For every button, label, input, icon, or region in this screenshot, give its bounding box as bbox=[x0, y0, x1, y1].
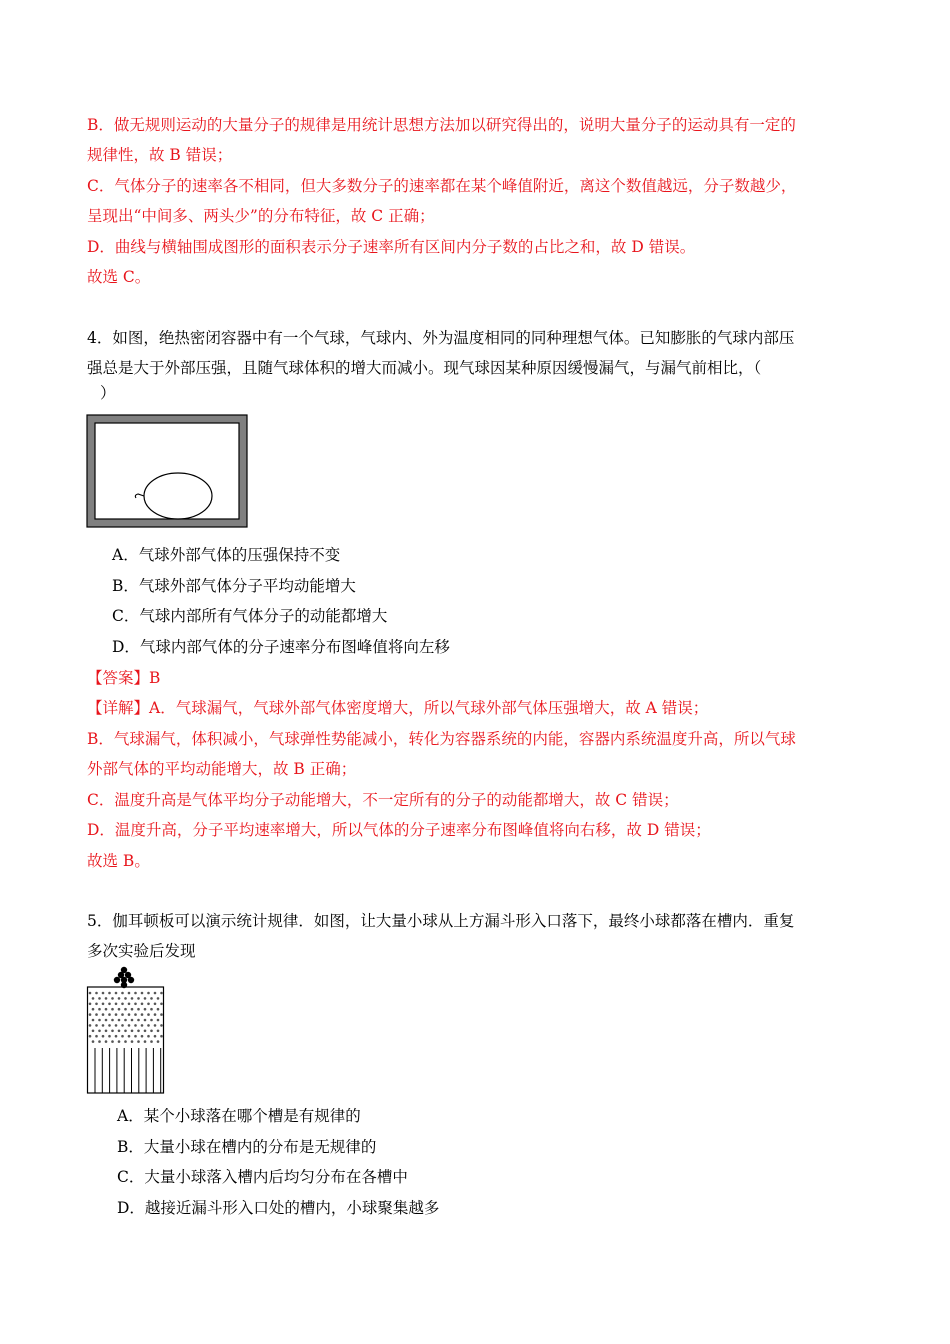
galton-peg bbox=[108, 1013, 111, 1016]
galton-peg bbox=[102, 992, 105, 995]
galton-peg bbox=[111, 1008, 114, 1011]
galton-peg bbox=[124, 997, 127, 1000]
q5-galton-board-figure bbox=[86, 966, 166, 1096]
galton-peg bbox=[160, 1035, 163, 1038]
galton-peg bbox=[128, 992, 131, 995]
galton-peg bbox=[108, 1003, 111, 1006]
galton-peg bbox=[108, 1035, 111, 1038]
q4-detail-b-line1: B．气球漏气，体积减小，气球弹性势能减小，转化为容器系统的内能，容器内系统温度升高，所以气球 bbox=[87, 730, 796, 748]
q5-option-d: D．越接近漏斗形入口处的槽内，小球聚集越多 bbox=[117, 1199, 440, 1217]
galton-peg bbox=[160, 1024, 163, 1027]
galton-funnel-ball bbox=[114, 977, 120, 983]
galton-peg bbox=[92, 1008, 95, 1011]
galton-peg bbox=[150, 1030, 153, 1033]
galton-peg bbox=[111, 1019, 114, 1022]
q5-stem-line2: 多次实验后发现 bbox=[87, 942, 196, 960]
galton-peg bbox=[150, 997, 153, 1000]
galton-peg bbox=[154, 1013, 157, 1016]
galton-peg bbox=[131, 1030, 134, 1033]
galton-peg bbox=[115, 1013, 118, 1016]
galton-peg bbox=[128, 1024, 131, 1027]
galton-funnel-ball bbox=[128, 977, 134, 983]
galton-peg bbox=[89, 992, 92, 995]
galton-peg bbox=[121, 992, 124, 995]
galton-peg bbox=[92, 997, 95, 1000]
galton-peg bbox=[137, 1008, 140, 1011]
galton-peg bbox=[144, 997, 147, 1000]
galton-peg bbox=[102, 1024, 105, 1027]
galton-peg bbox=[89, 1013, 92, 1016]
galton-peg bbox=[147, 1003, 150, 1006]
galton-peg bbox=[92, 1040, 95, 1043]
q4-conclusion: 故选 B。 bbox=[87, 852, 150, 870]
galton-peg bbox=[150, 1040, 153, 1043]
galton-peg bbox=[98, 1030, 101, 1033]
prev-explanation-conclusion: 故选 C。 bbox=[87, 268, 151, 286]
galton-peg bbox=[137, 997, 140, 1000]
galton-peg bbox=[157, 1008, 160, 1011]
q4-option-a: A．气球外部气体的压强保持不变 bbox=[112, 546, 341, 564]
galton-peg bbox=[154, 1003, 157, 1006]
q4-detail-d: D．温度升高，分子平均速率增大，所以气体的分子速率分布图峰值将向右移，故 D 错误； bbox=[87, 821, 711, 839]
galton-peg bbox=[98, 997, 101, 1000]
galton-funnel-ball bbox=[121, 967, 127, 973]
q4-option-c: C．气球内部所有气体分子的动能都增大 bbox=[112, 607, 388, 625]
prev-explanation-c-line2: 呈现出“中间多、两头少”的分布特征，故 C 正确； bbox=[87, 207, 435, 225]
galton-peg bbox=[134, 1013, 137, 1016]
galton-peg bbox=[115, 992, 118, 995]
galton-peg bbox=[89, 1003, 92, 1006]
prev-explanation-c-line1: C．气体分子的速率各不相同，但大多数分子的速率都在某个峰值附近，离这个数值越远，分子数越少， bbox=[87, 177, 797, 195]
galton-peg bbox=[89, 1035, 92, 1038]
galton-peg bbox=[144, 1008, 147, 1011]
galton-peg bbox=[131, 1040, 134, 1043]
galton-peg bbox=[141, 1013, 144, 1016]
q4-container-balloon-figure bbox=[86, 414, 248, 528]
galton-peg bbox=[141, 1024, 144, 1027]
q5-option-b: B．大量小球在槽内的分布是无规律的 bbox=[117, 1138, 377, 1156]
galton-peg bbox=[137, 1030, 140, 1033]
galton-peg bbox=[134, 1003, 137, 1006]
galton-peg bbox=[89, 1024, 92, 1027]
galton-peg bbox=[157, 997, 160, 1000]
galton-peg bbox=[154, 1035, 157, 1038]
q4-stem-line3: ） bbox=[100, 384, 116, 402]
q5-option-c: C．大量小球落入槽内后均匀分布在各槽中 bbox=[117, 1168, 408, 1186]
galton-peg bbox=[128, 1013, 131, 1016]
galton-peg bbox=[160, 1003, 163, 1006]
prev-explanation-b-line1: B．做无规则运动的大量分子的规律是用统计思想方法加以研究得出的，说明大量分子的运动具有一定的 bbox=[87, 116, 796, 134]
galton-peg bbox=[121, 1024, 124, 1027]
q4-stem-line1: 4．如图，绝热密闭容器中有一个气球，气球内、外为温度相同的同种理想气体。已知膨胀的气球内部压 bbox=[87, 329, 795, 347]
galton-peg bbox=[98, 1019, 101, 1022]
galton-peg bbox=[131, 1019, 134, 1022]
q4-detail-c: C．温度升高是气体平均分子动能增大，不一定所有的分子的动能都增大，故 C 错误； bbox=[87, 791, 679, 809]
galton-peg bbox=[115, 1035, 118, 1038]
galton-peg bbox=[124, 1019, 127, 1022]
galton-peg bbox=[118, 1040, 121, 1043]
galton-peg bbox=[157, 1030, 160, 1033]
galton-peg bbox=[124, 1008, 127, 1011]
q4-detail-a: 【详解】A．气球漏气，气球外部气体密度增大，所以气球外部气体压强增大，故 A 错误； bbox=[87, 699, 709, 717]
galton-peg bbox=[121, 1013, 124, 1016]
galton-peg bbox=[160, 992, 163, 995]
galton-peg bbox=[134, 1024, 137, 1027]
galton-peg bbox=[111, 997, 114, 1000]
galton-peg bbox=[124, 1030, 127, 1033]
galton-peg bbox=[115, 1003, 118, 1006]
galton-peg bbox=[105, 1019, 108, 1022]
q4-stem-line2: 强总是大于外部压强，且随气球体积的增大而减小。现气球因某种原因缓慢漏气，与漏气前相比，（ bbox=[87, 359, 762, 377]
galton-peg bbox=[115, 1024, 118, 1027]
galton-peg bbox=[98, 1040, 101, 1043]
galton-peg bbox=[105, 1008, 108, 1011]
galton-peg bbox=[137, 1019, 140, 1022]
galton-peg bbox=[108, 992, 111, 995]
galton-peg bbox=[141, 1035, 144, 1038]
galton-peg bbox=[124, 1040, 127, 1043]
galton-peg bbox=[118, 1019, 121, 1022]
prev-explanation-d-line1: D．曲线与横轴围成图形的面积表示分子速率所有区间内分子数的占比之和，故 D 错误。 bbox=[87, 238, 696, 256]
galton-peg bbox=[131, 997, 134, 1000]
galton-peg bbox=[137, 1040, 140, 1043]
galton-peg bbox=[141, 992, 144, 995]
galton-peg bbox=[131, 1008, 134, 1011]
galton-peg bbox=[154, 1024, 157, 1027]
galton-peg bbox=[95, 1035, 98, 1038]
galton-peg bbox=[102, 1003, 105, 1006]
galton-peg bbox=[95, 992, 98, 995]
galton-peg bbox=[118, 1030, 121, 1033]
galton-peg bbox=[144, 1030, 147, 1033]
galton-peg bbox=[128, 1003, 131, 1006]
prev-explanation-b-line2: 规律性，故 B 错误； bbox=[87, 146, 233, 164]
galton-peg bbox=[105, 1030, 108, 1033]
q5-stem-line1: 5．伽耳顿板可以演示统计规律．如图，让大量小球从上方漏斗形入口落下，最终小球都落在槽内．重复 bbox=[87, 912, 795, 930]
galton-peg bbox=[92, 1019, 95, 1022]
galton-peg bbox=[147, 1035, 150, 1038]
galton-peg bbox=[147, 1013, 150, 1016]
q5-option-a: A．某个小球落在哪个槽是有规律的 bbox=[117, 1107, 361, 1125]
galton-peg bbox=[134, 992, 137, 995]
galton-peg bbox=[150, 1008, 153, 1011]
galton-peg bbox=[105, 1040, 108, 1043]
galton-peg bbox=[118, 997, 121, 1000]
q4-answer: 【答案】B bbox=[87, 669, 161, 687]
galton-peg bbox=[147, 992, 150, 995]
galton-peg bbox=[98, 1008, 101, 1011]
galton-peg bbox=[95, 1013, 98, 1016]
galton-peg bbox=[134, 1035, 137, 1038]
galton-peg bbox=[144, 1019, 147, 1022]
q4-option-b: B．气球外部气体分子平均动能增大 bbox=[112, 577, 356, 595]
galton-peg bbox=[95, 1024, 98, 1027]
galton-peg bbox=[111, 1030, 114, 1033]
galton-peg bbox=[121, 1003, 124, 1006]
galton-peg bbox=[157, 1019, 160, 1022]
galton-peg bbox=[160, 1013, 163, 1016]
galton-pegs bbox=[89, 992, 163, 1043]
galton-peg bbox=[121, 1035, 124, 1038]
galton-peg bbox=[95, 1003, 98, 1006]
galton-peg bbox=[118, 1008, 121, 1011]
galton-peg bbox=[105, 997, 108, 1000]
galton-funnel-balls bbox=[114, 967, 134, 988]
galton-peg bbox=[128, 1035, 131, 1038]
galton-peg bbox=[111, 1040, 114, 1043]
galton-peg bbox=[108, 1024, 111, 1027]
galton-peg bbox=[157, 1040, 160, 1043]
galton-peg bbox=[102, 1035, 105, 1038]
galton-peg bbox=[92, 1030, 95, 1033]
galton-peg bbox=[144, 1040, 147, 1043]
galton-peg bbox=[102, 1013, 105, 1016]
galton-peg bbox=[154, 992, 157, 995]
galton-peg bbox=[150, 1019, 153, 1022]
q4-detail-b-line2: 外部气体的平均动能增大，故 B 正确； bbox=[87, 760, 357, 778]
galton-slots bbox=[95, 1048, 161, 1093]
galton-peg bbox=[147, 1024, 150, 1027]
galton-peg bbox=[141, 1003, 144, 1006]
q4-option-d: D．气球内部气体的分子速率分布图峰值将向左移 bbox=[112, 638, 450, 656]
